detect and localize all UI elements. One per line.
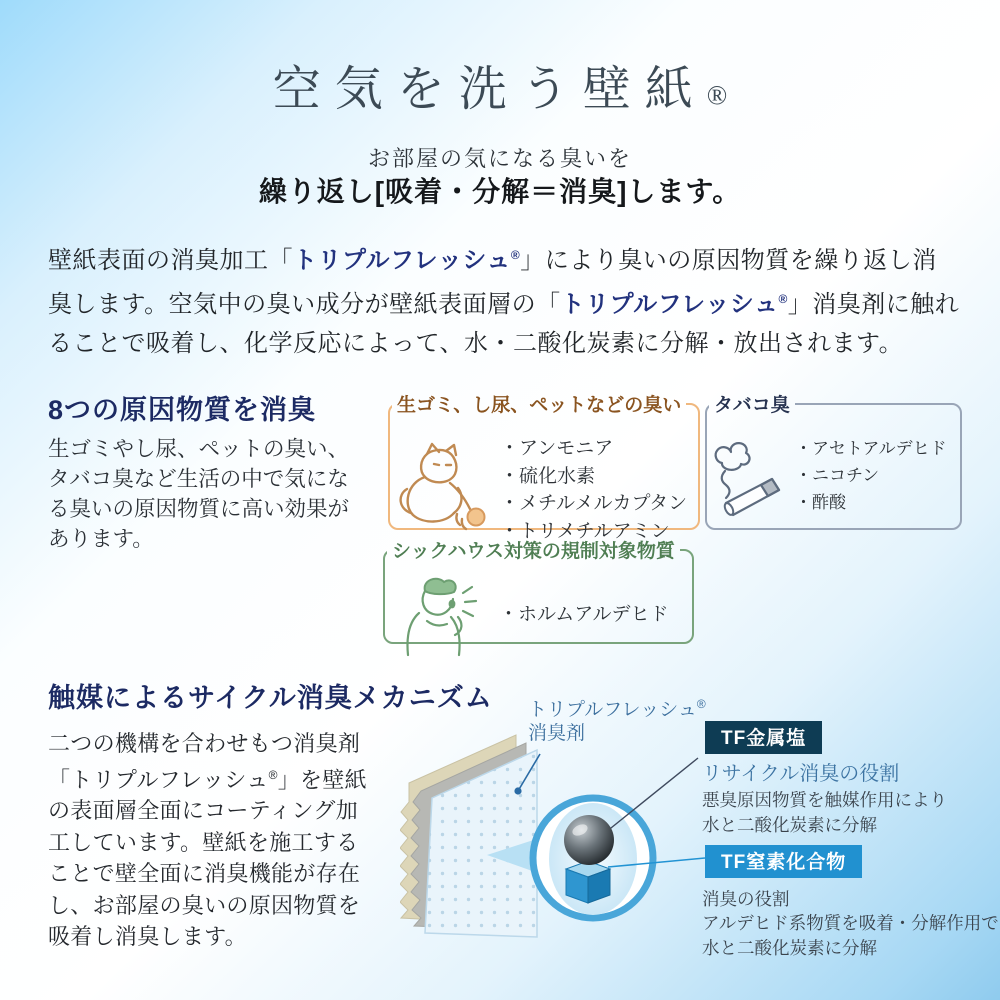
- subtitle-line1: お部屋の気になる臭いを: [367, 146, 632, 171]
- odor-box-tobacco-title: タバコ臭: [714, 395, 790, 416]
- cat-icon: [394, 441, 496, 539]
- odor-box-tobacco: [705, 390, 962, 530]
- metal-role-description-line1: 悪臭原因物質を触媒作用により: [702, 790, 947, 810]
- coating-label-line2: 消臭剤: [528, 723, 586, 745]
- registered-trademark-icon: ®: [706, 80, 728, 110]
- coating-label: [528, 692, 706, 746]
- intro-seg1: 壁紙表面の消臭加工「: [48, 247, 293, 274]
- odor-box-sick-house-items: [499, 601, 668, 629]
- odor-box-sick-house: [383, 536, 694, 644]
- list-item: ・ニコチン: [795, 466, 880, 485]
- brand-name: [293, 247, 520, 274]
- page-title-text: 空気を洗う壁紙: [272, 63, 707, 116]
- list-item: ・硫化水素: [500, 465, 596, 487]
- odors-section-body: 生ゴミやし尿、ペットの臭い、タバコ臭など生活の中で気になる臭いの原因物質に高い効果があります。: [48, 437, 350, 551]
- recycle-deodorize-role-title: リサイクル消臭の役割: [702, 763, 900, 785]
- list-item: ・酢酸: [795, 493, 846, 512]
- list-item: ・アセトアルデヒド: [795, 439, 947, 458]
- mechanism-section-body: [48, 728, 380, 953]
- list-item: ・トリメチルアミン: [500, 520, 670, 542]
- intro-seg3: 」消臭剤に触れることで吸着し、化学反応によって、水・二酸化炭素に分解・放出されます。: [48, 291, 960, 357]
- odor-box-garbage-pets-items: [500, 435, 687, 545]
- list-item: ・アンモニア: [500, 438, 614, 459]
- brand-text: トリプルフレッシュ: [528, 699, 697, 721]
- odors-section-heading: 8つの原因物質を消臭: [48, 395, 317, 425]
- nitrogen-role-description-line2: 水と二酸化炭素に分解: [702, 938, 877, 958]
- coating-label-line1: [528, 692, 706, 722]
- brand-text: トリプルフレッシュ: [560, 291, 779, 318]
- subtitle-line2: 繰り返し[吸着・分解＝消臭]します。: [258, 176, 742, 207]
- registered-trademark-icon: ®: [510, 248, 521, 262]
- mechanism-section-heading: 触媒によるサイクル消臭メカニズム: [48, 683, 493, 713]
- odor-box-sick-house-title: シックハウス対策の規制対象物質: [392, 541, 675, 562]
- nitrogen-role-title: 消臭の役割: [702, 889, 790, 909]
- mech-seg1: 二つの機構を合わせもつ消臭剤「トリプルフレッシュ: [48, 731, 361, 792]
- list-item: ・ホルムアルデヒド: [499, 604, 669, 625]
- registered-trademark-icon: ®: [696, 697, 706, 711]
- coughing-person-icon: [397, 575, 497, 661]
- mech-seg2: 」を壁紙の表面層全面にコーティング加工しています。壁紙を施工することで壁全面に消臭機能が存在し、お部屋の臭いの原因物質を吸着し消臭します。: [48, 766, 367, 950]
- metal-role-description-line2: 水と二酸化炭素に分解: [702, 815, 877, 835]
- tf-metal-salt-badge: TF金属塩: [705, 721, 822, 754]
- intro-seg2: 」により臭いの原因物質を繰り返し消臭します。空気中の臭い成分が壁紙表面層の「: [48, 247, 937, 318]
- list-item: ・メチルメルカプタン: [500, 493, 688, 514]
- intro-paragraph: [48, 236, 960, 363]
- page-title: [0, 50, 1000, 119]
- cigarette-icon: [709, 441, 799, 533]
- tf-nitrogen-compound-badge: TF窒素化合物: [705, 845, 862, 878]
- odor-box-garbage-pets: [388, 390, 700, 542]
- registered-trademark-icon: ®: [268, 767, 278, 782]
- nitrogen-role-description-line1: アルデヒド系物質を吸着・分解作用で: [702, 913, 999, 933]
- brand-text: トリプルフレッシュ: [293, 247, 511, 274]
- registered-trademark-icon: ®: [778, 292, 788, 306]
- odor-box-tobacco-items: [795, 435, 947, 516]
- odor-box-garbage-pets-title: 生ゴミ、し尿、ペットなどの臭い: [397, 395, 682, 416]
- brand-name: [561, 291, 788, 318]
